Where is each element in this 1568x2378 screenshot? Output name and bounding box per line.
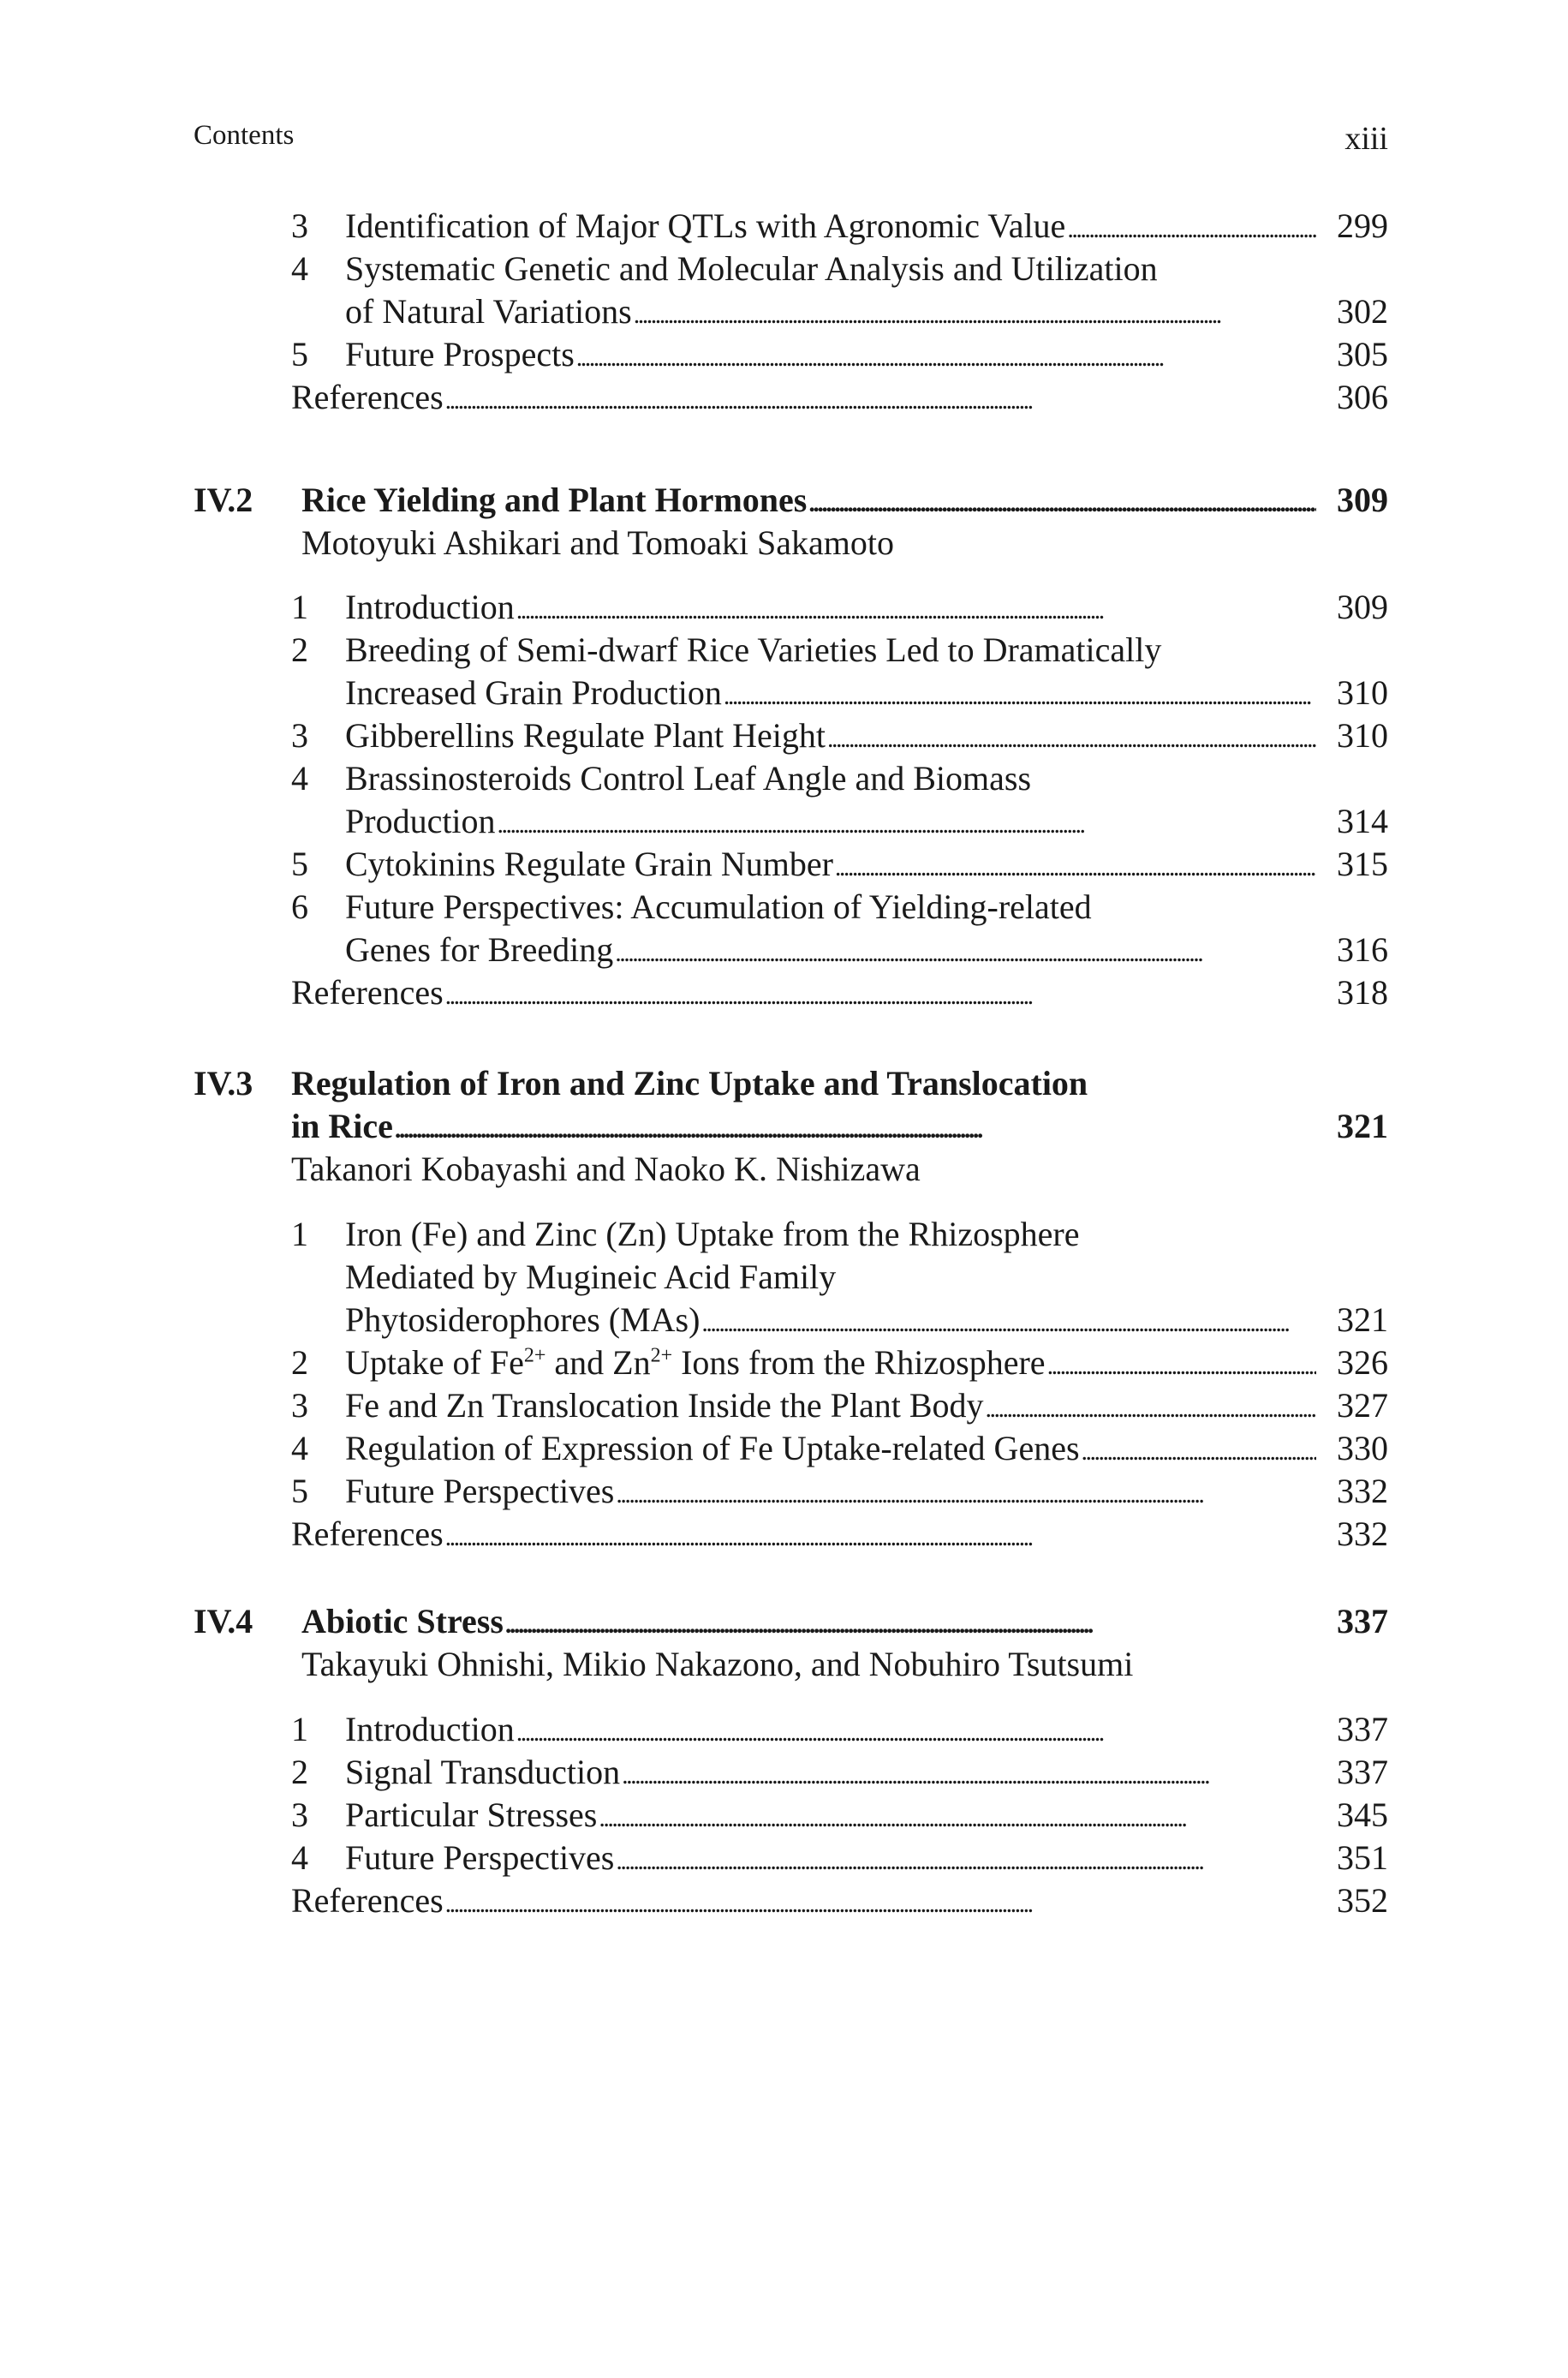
chapter-title-row[interactable]	[301, 1600, 1388, 1643]
running-header-left: Contents	[194, 120, 295, 151]
entry-page: 310	[1337, 716, 1388, 755]
toc-entry[interactable]	[291, 1708, 1388, 1751]
entry-number: 5	[291, 335, 308, 373]
entry-number: 3	[291, 1795, 308, 1834]
toc-entry[interactable]	[291, 757, 1388, 800]
leader-dots	[615, 929, 1316, 975]
toc-references[interactable]	[291, 971, 1388, 1014]
running-header	[194, 120, 1388, 163]
leader-dots	[986, 1384, 1316, 1431]
entry-page: 327	[1337, 1386, 1388, 1425]
leader-dots	[634, 290, 1316, 337]
leader-dots	[445, 376, 1316, 422]
toc-entry[interactable]	[291, 290, 1388, 333]
chapter-title-row[interactable]	[291, 1105, 1388, 1148]
entry-title: Regulation of Expression of Fe Uptake-related Genes	[345, 1429, 1080, 1467]
toc-entry[interactable]	[291, 1384, 1388, 1427]
entry-page: 337	[1337, 1710, 1388, 1748]
entry-number: 4	[291, 249, 308, 288]
toc-entry[interactable]	[291, 205, 1388, 248]
toc-entry[interactable]	[291, 333, 1388, 376]
leader-dots	[445, 971, 1316, 1018]
leader-dots	[1067, 205, 1316, 251]
entry-page: 305	[1337, 335, 1388, 373]
entry-title: Fe and Zn Translocation Inside the Plant Body	[345, 1386, 984, 1425]
entry-number: 2	[291, 630, 308, 669]
entry-number: 4	[291, 759, 308, 798]
entry-title: Phytosiderophores (MAs)	[345, 1300, 701, 1339]
leader-dots	[395, 1105, 1316, 1151]
entry-number: 1	[291, 1710, 308, 1748]
page-number: xiii	[1344, 121, 1388, 157]
chapter-title: Abiotic Stress	[301, 1602, 504, 1640]
entry-number: 1	[291, 588, 308, 626]
leader-dots	[1047, 1341, 1316, 1388]
toc-entry[interactable]	[291, 672, 1388, 714]
chapter-authors: Takayuki Ohnishi, Mikio Nakazono, and Nobuhiro Tsutsumi	[301, 1645, 1134, 1683]
entry-title: Production	[345, 802, 496, 840]
toc-entry[interactable]	[291, 1427, 1388, 1470]
entry-page: 332	[1337, 1515, 1388, 1553]
entry-page: 337	[1337, 1753, 1388, 1791]
entry-page: 299	[1337, 206, 1388, 245]
entry-number: 4	[291, 1429, 308, 1467]
entry-title: Signal Transduction	[345, 1753, 621, 1791]
leader-dots	[445, 1513, 1316, 1559]
toc-entry[interactable]	[291, 1794, 1388, 1837]
entry-title-part: Ions from the Rhizosphere	[672, 1343, 1046, 1382]
entry-page: 351	[1337, 1838, 1388, 1877]
entry-title: Future Prospects	[345, 335, 575, 373]
entry-title: Future Perspectives: Accumulation of Yielding-related	[345, 887, 1092, 926]
entry-title: Systematic Genetic and Molecular Analysis and Utilization	[345, 249, 1158, 288]
chapter-title-line[interactable]: Regulation of Iron and Zinc Uptake and Translocation	[291, 1064, 1088, 1102]
entry-number: 4	[291, 1838, 308, 1877]
entry-title: References	[291, 1881, 444, 1920]
entry-page: 321	[1337, 1300, 1388, 1339]
entry-number: 3	[291, 1386, 308, 1425]
toc-entry[interactable]	[291, 1213, 1388, 1256]
entry-number: 3	[291, 206, 308, 245]
entry-page: 318	[1337, 973, 1388, 1012]
entry-title	[345, 1341, 1046, 1384]
entry-title: Introduction	[345, 1710, 515, 1748]
entry-page: 345	[1337, 1795, 1388, 1834]
chapter-authors: Takanori Kobayashi and Naoko K. Nishizawa	[291, 1150, 921, 1188]
toc-entry[interactable]	[291, 843, 1388, 886]
toc-entry[interactable]	[291, 1341, 1388, 1384]
toc-entry[interactable]	[291, 1470, 1388, 1513]
toc-entry[interactable]	[291, 800, 1388, 843]
leader-dots	[622, 1751, 1316, 1797]
entry-title: Particular Stresses	[345, 1795, 598, 1834]
toc-entry[interactable]	[291, 586, 1388, 629]
entry-page: 352	[1337, 1881, 1388, 1920]
entry-title: Genes for Breeding	[345, 930, 614, 969]
superscript-charge: 2+	[650, 1344, 673, 1367]
toc-entry[interactable]	[291, 714, 1388, 757]
entry-title-part: Uptake of Fe	[345, 1343, 524, 1382]
entry-title: References	[291, 1515, 444, 1553]
leader-dots	[516, 586, 1316, 632]
leader-dots	[835, 843, 1316, 889]
entry-page: 310	[1337, 673, 1388, 712]
leader-dots	[516, 1708, 1316, 1754]
toc-references[interactable]	[291, 1879, 1388, 1922]
entry-title: References	[291, 973, 444, 1012]
entry-title: References	[291, 378, 444, 416]
entry-title: Cytokinins Regulate Grain Number	[345, 845, 833, 883]
entry-title: of Natural Variations	[345, 292, 632, 331]
chapter-title: in Rice	[291, 1107, 393, 1145]
leader-dots	[498, 800, 1316, 846]
entry-title: Identification of Major QTLs with Agronomic Value	[345, 206, 1066, 245]
entry-page: 314	[1337, 802, 1388, 840]
entry-title: Introduction	[345, 588, 515, 626]
chapter-page: 309	[1337, 481, 1388, 519]
leader-dots	[701, 1299, 1316, 1345]
superscript-charge: 2+	[523, 1344, 546, 1367]
chapter-title-row[interactable]	[301, 479, 1388, 522]
toc-references[interactable]	[291, 376, 1388, 419]
entry-title: Iron (Fe) and Zinc (Zn) Uptake from the Rhizosphere	[345, 1215, 1080, 1253]
entry-title: Future Perspectives	[345, 1472, 615, 1510]
entry-title: Mediated by Mugineic Acid Family	[345, 1258, 837, 1296]
entry-title: Breeding of Semi-dwarf Rice Varieties Led to Dramatically	[345, 630, 1162, 669]
entry-title: Future Perspectives	[345, 1838, 615, 1877]
toc-entry[interactable]	[291, 1751, 1388, 1794]
leader-dots	[576, 333, 1316, 379]
entry-page: 302	[1337, 292, 1388, 331]
chapter-id: IV.2	[194, 481, 253, 519]
chapter-title: Rice Yielding and Plant Hormones	[301, 481, 808, 519]
toc-entry[interactable]	[291, 629, 1388, 672]
entry-page: 326	[1337, 1343, 1388, 1382]
chapter-id: IV.4	[194, 1602, 253, 1640]
entry-number: 2	[291, 1343, 308, 1382]
entry-number: 2	[291, 1753, 308, 1791]
entry-title: Increased Grain Production	[345, 673, 722, 712]
toc-entry[interactable]	[291, 929, 1388, 971]
entry-page: 315	[1337, 845, 1388, 883]
leader-dots	[599, 1794, 1316, 1840]
entry-title-part: and Zn	[546, 1343, 651, 1382]
entry-number: 1	[291, 1215, 308, 1253]
leader-dots	[445, 1879, 1316, 1926]
leader-dots	[1082, 1427, 1316, 1473]
leader-dots	[616, 1470, 1316, 1516]
toc-references[interactable]	[291, 1513, 1388, 1556]
entry-page: 332	[1337, 1472, 1388, 1510]
chapter-authors: Motoyuki Ashikari and Tomoaki Sakamoto	[301, 523, 894, 562]
chapter-id: IV.3	[194, 1064, 253, 1102]
leader-dots	[808, 479, 1316, 525]
leader-dots	[505, 1600, 1316, 1646]
toc-entry[interactable]	[291, 886, 1388, 929]
chapter-page: 337	[1337, 1602, 1388, 1640]
entry-number: 6	[291, 887, 308, 926]
entry-title: Gibberellins Regulate Plant Height	[345, 716, 826, 755]
entry-page: 306	[1337, 378, 1388, 416]
entry-page: 316	[1337, 930, 1388, 969]
toc-entry[interactable]	[291, 1256, 1388, 1299]
entry-number: 3	[291, 716, 308, 755]
leader-dots	[827, 714, 1316, 761]
toc-entry[interactable]	[291, 1837, 1388, 1879]
toc-entry[interactable]	[291, 248, 1388, 290]
toc-entry[interactable]	[291, 1299, 1388, 1341]
entry-page: 330	[1337, 1429, 1388, 1467]
entry-number: 5	[291, 1472, 308, 1510]
entry-title: Brassinosteroids Control Leaf Angle and Biomass	[345, 759, 1032, 798]
leader-dots	[724, 672, 1316, 718]
chapter-page: 321	[1337, 1107, 1388, 1145]
entry-page: 309	[1337, 588, 1388, 626]
leader-dots	[616, 1837, 1316, 1883]
entry-number: 5	[291, 845, 308, 883]
